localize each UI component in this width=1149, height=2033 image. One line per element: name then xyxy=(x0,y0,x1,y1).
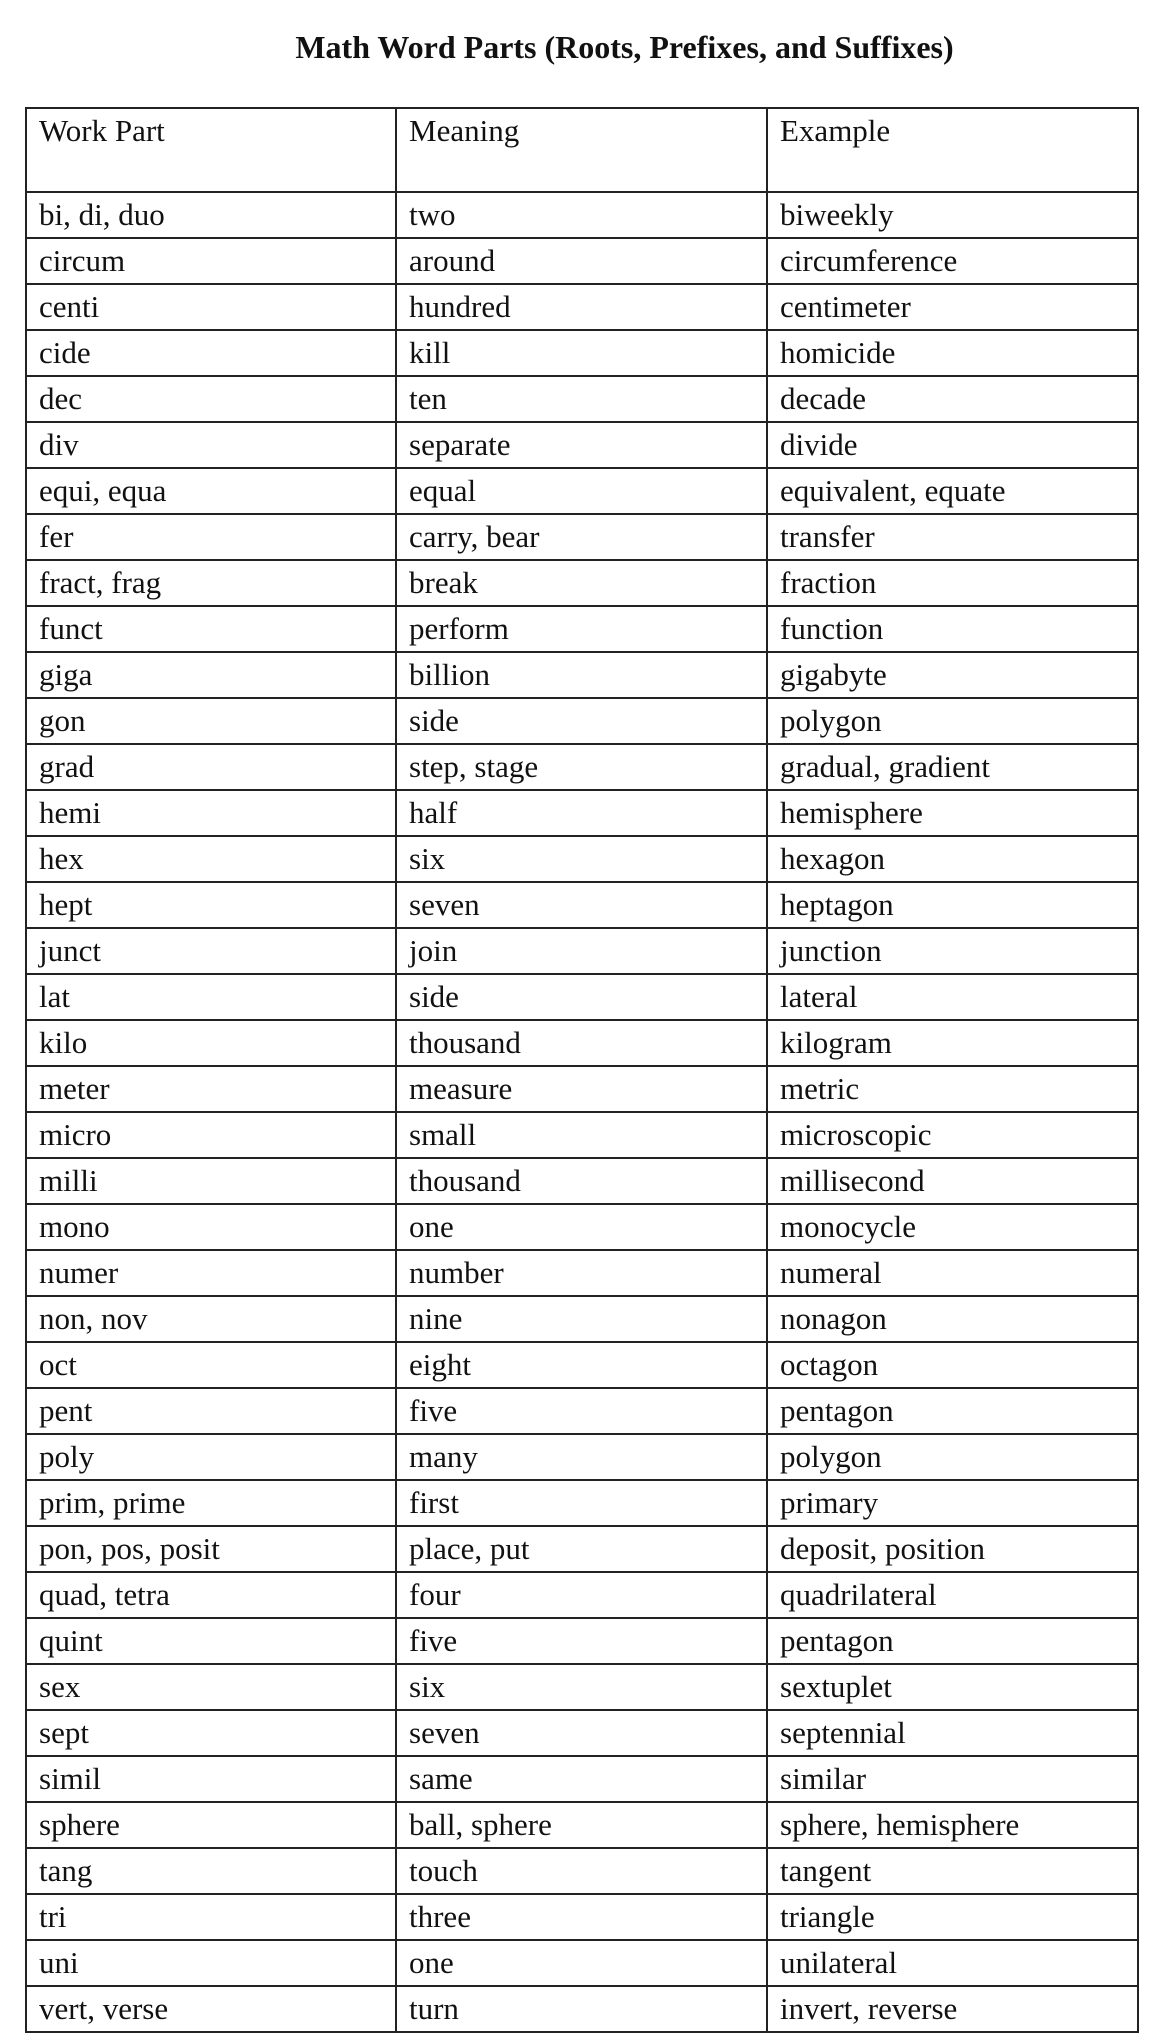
cell-example: deposit, position xyxy=(767,1526,1138,1572)
cell-word-part: equi, equa xyxy=(26,468,396,514)
cell-word-part: simil xyxy=(26,1756,396,1802)
cell-example: decade xyxy=(767,376,1138,422)
cell-word-part: quint xyxy=(26,1618,396,1664)
table-row xyxy=(26,192,1138,238)
cell-example: junction xyxy=(767,928,1138,974)
page-title: Math Word Parts (Roots, Prefixes, and Suffixes) xyxy=(295,29,954,65)
table-header xyxy=(26,108,1138,192)
cell-example: millisecond xyxy=(767,1158,1138,1204)
cell-meaning: number xyxy=(396,1250,767,1296)
cell-word-part: kilo xyxy=(26,1020,396,1066)
table-row xyxy=(26,1158,1138,1204)
cell-example: primary xyxy=(767,1480,1138,1526)
cell-example: transfer xyxy=(767,514,1138,560)
table-row xyxy=(26,1020,1138,1066)
cell-example: numeral xyxy=(767,1250,1138,1296)
cell-meaning: kill xyxy=(396,330,767,376)
cell-word-part: gon xyxy=(26,698,396,744)
cell-word-part: centi xyxy=(26,284,396,330)
table-row xyxy=(26,836,1138,882)
table-row xyxy=(26,928,1138,974)
table-row xyxy=(26,1204,1138,1250)
cell-meaning: around xyxy=(396,238,767,284)
cell-word-part: sphere xyxy=(26,1802,396,1848)
table-row xyxy=(26,514,1138,560)
cell-meaning: five xyxy=(396,1618,767,1664)
cell-meaning: seven xyxy=(396,882,767,928)
cell-example: triangle xyxy=(767,1894,1138,1940)
table-row xyxy=(26,1710,1138,1756)
cell-meaning: five xyxy=(396,1388,767,1434)
cell-example: hemisphere xyxy=(767,790,1138,836)
cell-word-part: quad, tetra xyxy=(26,1572,396,1618)
cell-meaning: equal xyxy=(396,468,767,514)
table-row xyxy=(26,882,1138,928)
cell-meaning: three xyxy=(396,1894,767,1940)
cell-example: similar xyxy=(767,1756,1138,1802)
cell-word-part: fer xyxy=(26,514,396,560)
cell-meaning: same xyxy=(396,1756,767,1802)
cell-example: circumference xyxy=(767,238,1138,284)
cell-example: gradual, gradient xyxy=(767,744,1138,790)
table-row xyxy=(26,1388,1138,1434)
cell-example: octagon xyxy=(767,1342,1138,1388)
cell-meaning: side xyxy=(396,698,767,744)
table-row xyxy=(26,790,1138,836)
table-row xyxy=(26,1066,1138,1112)
cell-meaning: separate xyxy=(396,422,767,468)
cell-example: divide xyxy=(767,422,1138,468)
cell-meaning: turn xyxy=(396,1986,767,2032)
cell-word-part: circum xyxy=(26,238,396,284)
cell-example: nonagon xyxy=(767,1296,1138,1342)
cell-example: sphere, hemisphere xyxy=(767,1802,1138,1848)
table-row xyxy=(26,1526,1138,1572)
cell-word-part: prim, prime xyxy=(26,1480,396,1526)
table-row xyxy=(26,560,1138,606)
cell-word-part: grad xyxy=(26,744,396,790)
cell-example: pentagon xyxy=(767,1388,1138,1434)
header-row xyxy=(26,108,1138,192)
table-row xyxy=(26,1296,1138,1342)
cell-word-part: junct xyxy=(26,928,396,974)
table-row xyxy=(26,1572,1138,1618)
cell-word-part: pent xyxy=(26,1388,396,1434)
cell-example: equivalent, equate xyxy=(767,468,1138,514)
cell-word-part: vert, verse xyxy=(26,1986,396,2032)
cell-word-part: pon, pos, posit xyxy=(26,1526,396,1572)
table-row xyxy=(26,652,1138,698)
cell-meaning: eight xyxy=(396,1342,767,1388)
cell-meaning: six xyxy=(396,1664,767,1710)
table-row xyxy=(26,698,1138,744)
cell-example: polygon xyxy=(767,1434,1138,1480)
table-row xyxy=(26,1112,1138,1158)
table-row xyxy=(26,1434,1138,1480)
header-word-part: Work Part xyxy=(26,108,396,192)
cell-example: tangent xyxy=(767,1848,1138,1894)
cell-example: kilogram xyxy=(767,1020,1138,1066)
cell-word-part: poly xyxy=(26,1434,396,1480)
table-row xyxy=(26,744,1138,790)
cell-example: lateral xyxy=(767,974,1138,1020)
table-row xyxy=(26,1940,1138,1986)
cell-meaning: carry, bear xyxy=(396,514,767,560)
cell-word-part: lat xyxy=(26,974,396,1020)
cell-word-part: fract, frag xyxy=(26,560,396,606)
header-meaning: Meaning xyxy=(396,108,767,192)
cell-word-part: hept xyxy=(26,882,396,928)
cell-word-part: non, nov xyxy=(26,1296,396,1342)
cell-meaning: two xyxy=(396,192,767,238)
cell-word-part: sept xyxy=(26,1710,396,1756)
cell-meaning: break xyxy=(396,560,767,606)
cell-word-part: uni xyxy=(26,1940,396,1986)
cell-meaning: one xyxy=(396,1940,767,1986)
cell-example: quadrilateral xyxy=(767,1572,1138,1618)
cell-word-part: hemi xyxy=(26,790,396,836)
cell-meaning: many xyxy=(396,1434,767,1480)
cell-meaning: seven xyxy=(396,1710,767,1756)
cell-meaning: join xyxy=(396,928,767,974)
cell-example: hexagon xyxy=(767,836,1138,882)
cell-word-part: tang xyxy=(26,1848,396,1894)
cell-example: septennial xyxy=(767,1710,1138,1756)
header-example: Example xyxy=(767,108,1138,192)
cell-meaning: place, put xyxy=(396,1526,767,1572)
table-body xyxy=(26,192,1138,2032)
cell-word-part: dec xyxy=(26,376,396,422)
table-row xyxy=(26,1342,1138,1388)
cell-meaning: side xyxy=(396,974,767,1020)
cell-meaning: four xyxy=(396,1572,767,1618)
cell-meaning: hundred xyxy=(396,284,767,330)
cell-example: microscopic xyxy=(767,1112,1138,1158)
cell-example: function xyxy=(767,606,1138,652)
cell-example: pentagon xyxy=(767,1618,1138,1664)
table-row xyxy=(26,1802,1138,1848)
cell-example: unilateral xyxy=(767,1940,1138,1986)
cell-meaning: billion xyxy=(396,652,767,698)
cell-word-part: sex xyxy=(26,1664,396,1710)
cell-example: biweekly xyxy=(767,192,1138,238)
cell-word-part: hex xyxy=(26,836,396,882)
cell-word-part: funct xyxy=(26,606,396,652)
cell-word-part: numer xyxy=(26,1250,396,1296)
cell-meaning: thousand xyxy=(396,1020,767,1066)
cell-word-part: tri xyxy=(26,1894,396,1940)
cell-word-part: bi, di, duo xyxy=(26,192,396,238)
table-row xyxy=(26,1664,1138,1710)
table-row xyxy=(26,1848,1138,1894)
cell-example: gigabyte xyxy=(767,652,1138,698)
cell-word-part: oct xyxy=(26,1342,396,1388)
table-row xyxy=(26,1986,1138,2032)
cell-meaning: touch xyxy=(396,1848,767,1894)
cell-word-part: div xyxy=(26,422,396,468)
cell-word-part: meter xyxy=(26,1066,396,1112)
cell-word-part: cide xyxy=(26,330,396,376)
cell-meaning: perform xyxy=(396,606,767,652)
cell-meaning: ten xyxy=(396,376,767,422)
cell-example: monocycle xyxy=(767,1204,1138,1250)
cell-meaning: six xyxy=(396,836,767,882)
cell-meaning: half xyxy=(396,790,767,836)
cell-meaning: step, stage xyxy=(396,744,767,790)
cell-meaning: nine xyxy=(396,1296,767,1342)
word-parts-table xyxy=(25,107,1139,2033)
cell-example: centimeter xyxy=(767,284,1138,330)
cell-example: invert, reverse xyxy=(767,1986,1138,2032)
table-row xyxy=(26,606,1138,652)
cell-word-part: milli xyxy=(26,1158,396,1204)
cell-example: metric xyxy=(767,1066,1138,1112)
cell-meaning: one xyxy=(396,1204,767,1250)
table-row xyxy=(26,974,1138,1020)
cell-meaning: small xyxy=(396,1112,767,1158)
cell-example: sextuplet xyxy=(767,1664,1138,1710)
cell-meaning: first xyxy=(396,1480,767,1526)
cell-example: fraction xyxy=(767,560,1138,606)
table-row xyxy=(26,376,1138,422)
cell-meaning: thousand xyxy=(396,1158,767,1204)
table-row xyxy=(26,1250,1138,1296)
table-row xyxy=(26,1480,1138,1526)
cell-word-part: giga xyxy=(26,652,396,698)
table-row xyxy=(26,468,1138,514)
table-row xyxy=(26,1756,1138,1802)
table-row xyxy=(26,1618,1138,1664)
cell-example: polygon xyxy=(767,698,1138,744)
cell-word-part: micro xyxy=(26,1112,396,1158)
cell-meaning: ball, sphere xyxy=(396,1802,767,1848)
table-row xyxy=(26,330,1138,376)
cell-example: heptagon xyxy=(767,882,1138,928)
cell-meaning: measure xyxy=(396,1066,767,1112)
table-row xyxy=(26,422,1138,468)
cell-example: homicide xyxy=(767,330,1138,376)
table-row xyxy=(26,238,1138,284)
cell-word-part: mono xyxy=(26,1204,396,1250)
table-row xyxy=(26,1894,1138,1940)
table-row xyxy=(26,284,1138,330)
